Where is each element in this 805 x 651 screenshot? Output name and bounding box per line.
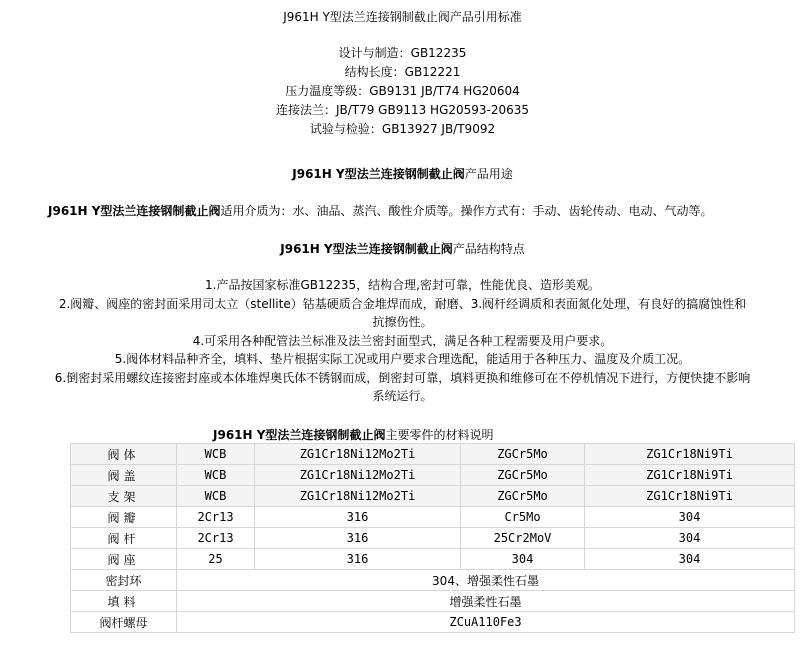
material-span-cell: 增强柔性石墨	[177, 591, 795, 612]
usage-text-bold: 截止阀	[184, 204, 221, 218]
material-span-cell: ZCuA110Fe3	[177, 612, 795, 633]
usage-title-prefix: J961H Y型法兰连接钢制	[292, 167, 429, 181]
usage-title-suffix: 产品用途	[464, 167, 513, 181]
table-row	[71, 444, 795, 465]
part-name: 填料	[71, 591, 177, 612]
material-span-cell: 304、增强柔性石墨	[177, 570, 795, 591]
material-cell: 2Cr13	[177, 507, 255, 528]
material-cell: ZG1Cr18Ni12Mo2Ti	[255, 465, 461, 486]
part-name: 密封环	[71, 570, 177, 591]
part-name: 支架	[71, 486, 177, 507]
material-cell: 304	[585, 528, 795, 549]
standard-design: 设计与制造：GB12235	[338, 46, 467, 60]
feature-line-5: 5.阀体材料品种齐全，填料、垫片根据实际工况或用户要求合理选配，能适用于各种压力、温度及介质工况。	[114, 352, 691, 366]
part-name: 阀杆螺母	[71, 612, 177, 633]
material-cell: ZG1Cr18Ni9Ti	[585, 465, 795, 486]
material-cell: ZGCr5Mo	[461, 486, 585, 507]
material-cell: 304	[461, 549, 585, 570]
materials-table	[70, 443, 795, 633]
standard-flange: 连接法兰：JB/T79 GB9113 HG20593-20635	[275, 103, 530, 117]
material-cell: 304	[585, 549, 795, 570]
material-cell: Cr5Mo	[461, 507, 585, 528]
material-cell: WCB	[177, 486, 255, 507]
table-row	[71, 486, 795, 507]
table-row	[71, 549, 795, 570]
material-cell: 304	[585, 507, 795, 528]
standards-list	[0, 44, 805, 139]
standards-title: J961H Y型法兰连接钢制截止阀产品引用标准	[283, 10, 522, 24]
table-row	[71, 507, 795, 528]
table-row	[71, 612, 795, 633]
materials-title-suffix: 主要零件的材料说明	[385, 428, 494, 442]
part-name: 阀瓣	[71, 507, 177, 528]
material-cell: 25	[177, 549, 255, 570]
material-cell: WCB	[177, 465, 255, 486]
features-title	[0, 240, 805, 259]
material-cell: ZG1Cr18Ni12Mo2Ti	[255, 486, 461, 507]
material-cell: 316	[255, 528, 461, 549]
materials-title-bold: 截止阀	[349, 428, 386, 442]
usage-title	[0, 165, 805, 184]
part-name: 阀座	[71, 549, 177, 570]
part-name: 阀盖	[71, 465, 177, 486]
standard-pressure: 压力温度等级：GB9131 JB/T74 HG20604	[285, 84, 520, 98]
material-cell: 2Cr13	[177, 528, 255, 549]
features-title-suffix: 产品结构特点	[452, 242, 525, 256]
feature-line-4: 4.可采用各种配管法兰标准及法兰密封面型式，满足各种工程需要及用户要求。	[192, 333, 613, 348]
material-cell: 316	[255, 549, 461, 570]
usage-text-suffix: 适用介质为：水、油品、蒸汽、酸性介质等。操作方式有：手动、齿轮传动、电动、气动等。	[220, 204, 713, 218]
feature-line-6: 6.倒密封采用螺纹连接密封座或本体堆焊奥氏体不锈钢而成，倒密封可靠，填料更换和维修可在不停机情况下进行，方便快捷不影响	[54, 370, 751, 385]
part-name: 阀体	[71, 444, 177, 465]
features-title-bold: 截止阀	[416, 242, 453, 256]
table-row	[71, 591, 795, 612]
features-list	[0, 276, 805, 406]
feature-line-1: 1.产品按国家标准GB12235，结构合理,密封可靠，性能优良、造形美观。	[205, 278, 600, 292]
material-cell: ZG1Cr18Ni9Ti	[585, 444, 795, 465]
usage-title-bold: 截止阀	[428, 167, 465, 181]
feature-line-2: 2.阀瓣、阀座的密封面采用司太立（stellite）钴基硬质合金堆焊而成，耐磨、3.阀杆经调质和表面氮化处理，有良好的搞腐蚀性和	[58, 296, 747, 311]
part-name: 阀杆	[71, 528, 177, 549]
standard-length: 结构长度：GB12221	[344, 65, 461, 79]
material-cell: 316	[255, 507, 461, 528]
table-row	[71, 465, 795, 486]
usage-text-prefix: J961H Y型法兰连接钢制	[48, 204, 185, 218]
feature-line-2-cont: 抗擦伤性。	[372, 315, 433, 329]
material-cell: ZGCr5Mo	[461, 465, 585, 486]
usage-text	[48, 202, 805, 221]
standard-testing: 试验与检验：GB13927 JB/T9092	[309, 122, 496, 136]
materials-title-prefix: J961H Y型法兰连接钢制	[213, 428, 350, 442]
material-cell: 25Cr2MoV	[461, 528, 585, 549]
material-cell: ZG1Cr18Ni9Ti	[585, 486, 795, 507]
material-cell: ZGCr5Mo	[461, 444, 585, 465]
table-row	[71, 528, 795, 549]
material-cell: WCB	[177, 444, 255, 465]
material-cell: ZG1Cr18Ni12Mo2Ti	[255, 444, 461, 465]
table-row	[71, 570, 795, 591]
feature-line-6-cont: 系统运行。	[372, 389, 433, 403]
features-title-prefix: J961H Y型法兰连接钢制	[280, 242, 417, 256]
